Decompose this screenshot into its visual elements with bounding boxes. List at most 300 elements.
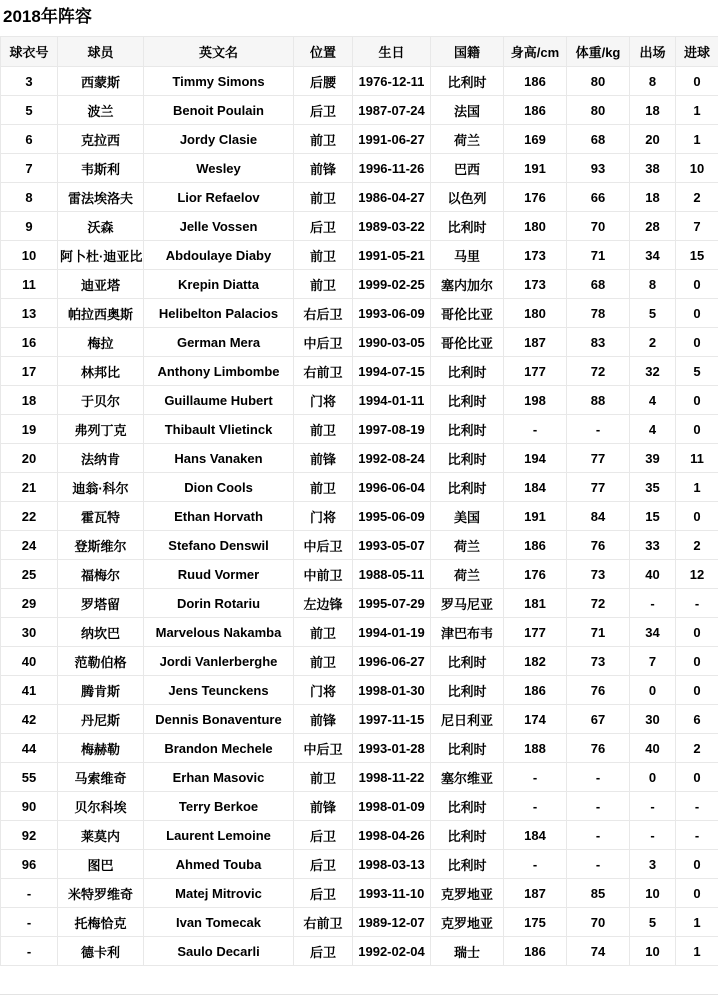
- appearances-cell: 30: [630, 705, 676, 734]
- player-name-cn-cell: 于贝尔: [58, 386, 144, 415]
- appearances-cell: 40: [630, 560, 676, 589]
- nationality-cell: 比利时: [431, 67, 504, 96]
- weight-kg-cell: 93: [567, 154, 630, 183]
- position-cell: 前锋: [294, 792, 353, 821]
- position-cell: 前卫: [294, 125, 353, 154]
- appearances-cell: 4: [630, 415, 676, 444]
- weight-kg-cell: -: [567, 763, 630, 792]
- position-cell: 后卫: [294, 821, 353, 850]
- table-row: [1, 618, 718, 647]
- appearances-cell: 15: [630, 502, 676, 531]
- player-name-en-cell: Jelle Vossen: [144, 212, 294, 241]
- birthday-cell: 1999-02-25: [353, 270, 431, 299]
- goals-cell: 1: [676, 473, 718, 502]
- nationality-cell: 罗马尼亚: [431, 589, 504, 618]
- position-cell: 右前卫: [294, 357, 353, 386]
- weight-kg-cell: 76: [567, 531, 630, 560]
- appearances-cell: 20: [630, 125, 676, 154]
- player-name-en-cell: Saulo Decarli: [144, 937, 294, 966]
- height-cm-cell: 181: [504, 589, 567, 618]
- player-name-en-cell: Ethan Horvath: [144, 502, 294, 531]
- nationality-cell: 比利时: [431, 212, 504, 241]
- nationality-cell: 哥伦比亚: [431, 299, 504, 328]
- jersey-number-cell: -: [1, 908, 58, 937]
- height-cm-cell: -: [504, 850, 567, 879]
- appearances-cell: 34: [630, 241, 676, 270]
- table-row: [1, 357, 718, 386]
- weight-kg-cell: -: [567, 821, 630, 850]
- nationality-cell: 比利时: [431, 676, 504, 705]
- nationality-cell: 塞尔维亚: [431, 763, 504, 792]
- player-name-en-cell: Erhan Masovic: [144, 763, 294, 792]
- birthday-cell: 1998-01-09: [353, 792, 431, 821]
- height-cm-cell: 187: [504, 879, 567, 908]
- height-cm-cell: 184: [504, 821, 567, 850]
- player-name-cn-cell: 韦斯利: [58, 154, 144, 183]
- player-name-en-cell: Helibelton Palacios: [144, 299, 294, 328]
- jersey-number-cell: 10: [1, 241, 58, 270]
- player-name-en-cell: Terry Berkoe: [144, 792, 294, 821]
- player-name-en-cell: Anthony Limbombe: [144, 357, 294, 386]
- player-name-cn-cell: 沃森: [58, 212, 144, 241]
- appearances-cell: 34: [630, 618, 676, 647]
- jersey-number-cell: 22: [1, 502, 58, 531]
- nationality-cell: 比利时: [431, 415, 504, 444]
- goals-cell: 0: [676, 502, 718, 531]
- table-row: [1, 328, 718, 357]
- weight-kg-cell: 78: [567, 299, 630, 328]
- birthday-cell: 1992-08-24: [353, 444, 431, 473]
- birthday-cell: 1990-03-05: [353, 328, 431, 357]
- weight-kg-cell: 67: [567, 705, 630, 734]
- birthday-cell: 1994-01-11: [353, 386, 431, 415]
- birthday-cell: 1993-06-09: [353, 299, 431, 328]
- goals-cell: 0: [676, 270, 718, 299]
- player-name-cn-cell: 丹尼斯: [58, 705, 144, 734]
- birthday-cell: 1996-06-04: [353, 473, 431, 502]
- height-cm-cell: 174: [504, 705, 567, 734]
- position-cell: 前锋: [294, 705, 353, 734]
- position-cell: 中后卫: [294, 328, 353, 357]
- player-name-en-cell: Ruud Vormer: [144, 560, 294, 589]
- jersey-number-cell: 55: [1, 763, 58, 792]
- goals-cell: 1: [676, 937, 718, 966]
- table-row: [1, 444, 718, 473]
- weight-kg-cell: 80: [567, 96, 630, 125]
- goals-cell: 0: [676, 415, 718, 444]
- jersey-number-cell: 92: [1, 821, 58, 850]
- column-header-player-name-en: 英文名: [144, 37, 294, 67]
- player-name-en-cell: Stefano Denswil: [144, 531, 294, 560]
- weight-kg-cell: 72: [567, 589, 630, 618]
- weight-kg-cell: 84: [567, 502, 630, 531]
- jersey-number-cell: 90: [1, 792, 58, 821]
- table-row: [1, 125, 718, 154]
- table-row: [1, 183, 718, 212]
- jersey-number-cell: 17: [1, 357, 58, 386]
- nationality-cell: 瑞士: [431, 937, 504, 966]
- nationality-cell: 荷兰: [431, 531, 504, 560]
- weight-kg-cell: 66: [567, 183, 630, 212]
- table-row: [1, 908, 718, 937]
- jersey-number-cell: 29: [1, 589, 58, 618]
- appearances-cell: 18: [630, 183, 676, 212]
- jersey-number-cell: 6: [1, 125, 58, 154]
- birthday-cell: 1995-06-09: [353, 502, 431, 531]
- jersey-number-cell: 96: [1, 850, 58, 879]
- position-cell: 右后卫: [294, 299, 353, 328]
- table-row: [1, 821, 718, 850]
- height-cm-cell: 182: [504, 647, 567, 676]
- roster-table: [0, 36, 718, 966]
- weight-kg-cell: -: [567, 792, 630, 821]
- goals-cell: 0: [676, 647, 718, 676]
- player-name-cn-cell: 帕拉西奥斯: [58, 299, 144, 328]
- appearances-cell: 35: [630, 473, 676, 502]
- goals-cell: 5: [676, 357, 718, 386]
- jersey-number-cell: 20: [1, 444, 58, 473]
- birthday-cell: 1993-01-28: [353, 734, 431, 763]
- position-cell: 后腰: [294, 67, 353, 96]
- player-name-cn-cell: 梅拉: [58, 328, 144, 357]
- player-name-en-cell: Matej Mitrovic: [144, 879, 294, 908]
- birthday-cell: 1995-07-29: [353, 589, 431, 618]
- player-name-en-cell: Ivan Tomecak: [144, 908, 294, 937]
- goals-cell: 2: [676, 183, 718, 212]
- birthday-cell: 1987-07-24: [353, 96, 431, 125]
- jersey-number-cell: -: [1, 937, 58, 966]
- appearances-cell: -: [630, 792, 676, 821]
- birthday-cell: 1994-07-15: [353, 357, 431, 386]
- goals-cell: 0: [676, 299, 718, 328]
- position-cell: 前卫: [294, 647, 353, 676]
- table-row: [1, 763, 718, 792]
- jersey-number-cell: 44: [1, 734, 58, 763]
- appearances-cell: 7: [630, 647, 676, 676]
- table-row: [1, 386, 718, 415]
- position-cell: 前卫: [294, 270, 353, 299]
- jersey-number-cell: 7: [1, 154, 58, 183]
- goals-cell: 0: [676, 879, 718, 908]
- position-cell: 前锋: [294, 444, 353, 473]
- weight-kg-cell: 88: [567, 386, 630, 415]
- nationality-cell: 比利时: [431, 792, 504, 821]
- height-cm-cell: -: [504, 415, 567, 444]
- position-cell: 后卫: [294, 212, 353, 241]
- jersey-number-cell: -: [1, 879, 58, 908]
- goals-cell: 7: [676, 212, 718, 241]
- height-cm-cell: 187: [504, 328, 567, 357]
- goals-cell: 15: [676, 241, 718, 270]
- appearances-cell: 5: [630, 299, 676, 328]
- position-cell: 后卫: [294, 850, 353, 879]
- birthday-cell: 1996-11-26: [353, 154, 431, 183]
- column-header-nationality: 国籍: [431, 37, 504, 67]
- jersey-number-cell: 5: [1, 96, 58, 125]
- weight-kg-cell: 83: [567, 328, 630, 357]
- table-row: [1, 96, 718, 125]
- height-cm-cell: 186: [504, 937, 567, 966]
- player-name-en-cell: Jens Teunckens: [144, 676, 294, 705]
- player-name-cn-cell: 林邦比: [58, 357, 144, 386]
- height-cm-cell: 191: [504, 154, 567, 183]
- goals-cell: 0: [676, 386, 718, 415]
- jersey-number-cell: 42: [1, 705, 58, 734]
- height-cm-cell: 173: [504, 241, 567, 270]
- table-row: [1, 705, 718, 734]
- goals-cell: 0: [676, 67, 718, 96]
- height-cm-cell: 186: [504, 531, 567, 560]
- jersey-number-cell: 18: [1, 386, 58, 415]
- birthday-cell: 1991-06-27: [353, 125, 431, 154]
- jersey-number-cell: 11: [1, 270, 58, 299]
- position-cell: 门将: [294, 676, 353, 705]
- weight-kg-cell: 72: [567, 357, 630, 386]
- table-row: [1, 67, 718, 96]
- goals-cell: 1: [676, 125, 718, 154]
- player-name-en-cell: Laurent Lemoine: [144, 821, 294, 850]
- nationality-cell: 荷兰: [431, 560, 504, 589]
- goals-cell: 0: [676, 850, 718, 879]
- weight-kg-cell: 76: [567, 734, 630, 763]
- birthday-cell: 1986-04-27: [353, 183, 431, 212]
- table-row: [1, 270, 718, 299]
- birthday-cell: 1993-11-10: [353, 879, 431, 908]
- nationality-cell: 比利时: [431, 821, 504, 850]
- position-cell: 后卫: [294, 96, 353, 125]
- player-name-cn-cell: 克拉西: [58, 125, 144, 154]
- player-name-cn-cell: 法纳肯: [58, 444, 144, 473]
- player-name-en-cell: Ahmed Touba: [144, 850, 294, 879]
- header-row: [1, 37, 718, 67]
- roster-body: [1, 67, 718, 966]
- player-name-en-cell: Dion Cools: [144, 473, 294, 502]
- player-name-cn-cell: 波兰: [58, 96, 144, 125]
- player-name-cn-cell: 梅赫勒: [58, 734, 144, 763]
- position-cell: 门将: [294, 386, 353, 415]
- nationality-cell: 比利时: [431, 357, 504, 386]
- height-cm-cell: 184: [504, 473, 567, 502]
- height-cm-cell: 180: [504, 299, 567, 328]
- height-cm-cell: 194: [504, 444, 567, 473]
- birthday-cell: 1994-01-19: [353, 618, 431, 647]
- nationality-cell: 以色列: [431, 183, 504, 212]
- table-row: [1, 473, 718, 502]
- jersey-number-cell: 19: [1, 415, 58, 444]
- position-cell: 右前卫: [294, 908, 353, 937]
- appearances-cell: 33: [630, 531, 676, 560]
- height-cm-cell: 186: [504, 67, 567, 96]
- height-cm-cell: 191: [504, 502, 567, 531]
- weight-kg-cell: 70: [567, 908, 630, 937]
- table-row: [1, 879, 718, 908]
- table-row: [1, 560, 718, 589]
- player-name-en-cell: Guillaume Hubert: [144, 386, 294, 415]
- weight-kg-cell: 68: [567, 270, 630, 299]
- birthday-cell: 1988-05-11: [353, 560, 431, 589]
- page-title: 2018年阵容: [3, 7, 92, 26]
- weight-kg-cell: 70: [567, 212, 630, 241]
- height-cm-cell: 177: [504, 618, 567, 647]
- player-name-en-cell: Timmy Simons: [144, 67, 294, 96]
- jersey-number-cell: 40: [1, 647, 58, 676]
- player-name-cn-cell: 罗塔留: [58, 589, 144, 618]
- player-name-cn-cell: 贝尔科埃: [58, 792, 144, 821]
- jersey-number-cell: 21: [1, 473, 58, 502]
- birthday-cell: 1997-08-19: [353, 415, 431, 444]
- player-name-en-cell: Dennis Bonaventure: [144, 705, 294, 734]
- table-row: [1, 531, 718, 560]
- player-name-cn-cell: 米特罗维奇: [58, 879, 144, 908]
- nationality-cell: 哥伦比亚: [431, 328, 504, 357]
- position-cell: 中后卫: [294, 531, 353, 560]
- weight-kg-cell: 74: [567, 937, 630, 966]
- position-cell: 后卫: [294, 937, 353, 966]
- appearances-cell: 8: [630, 270, 676, 299]
- player-name-en-cell: Brandon Mechele: [144, 734, 294, 763]
- appearances-cell: -: [630, 821, 676, 850]
- appearances-cell: -: [630, 589, 676, 618]
- weight-kg-cell: 73: [567, 647, 630, 676]
- goals-cell: 2: [676, 531, 718, 560]
- weight-kg-cell: 73: [567, 560, 630, 589]
- column-header-jersey-number: 球衣号: [1, 37, 58, 67]
- column-header-height-cm: 身高/cm: [504, 37, 567, 67]
- player-name-en-cell: Dorin Rotariu: [144, 589, 294, 618]
- birthday-cell: 1997-11-15: [353, 705, 431, 734]
- appearances-cell: 5: [630, 908, 676, 937]
- nationality-cell: 尼日利亚: [431, 705, 504, 734]
- height-cm-cell: 188: [504, 734, 567, 763]
- weight-kg-cell: -: [567, 415, 630, 444]
- weight-kg-cell: -: [567, 850, 630, 879]
- jersey-number-cell: 3: [1, 67, 58, 96]
- weight-kg-cell: 71: [567, 241, 630, 270]
- appearances-cell: 32: [630, 357, 676, 386]
- birthday-cell: 1998-04-26: [353, 821, 431, 850]
- position-cell: 左边锋: [294, 589, 353, 618]
- birthday-cell: 1989-03-22: [353, 212, 431, 241]
- column-header-position: 位置: [294, 37, 353, 67]
- appearances-cell: 39: [630, 444, 676, 473]
- goals-cell: 2: [676, 734, 718, 763]
- goals-cell: 0: [676, 676, 718, 705]
- player-name-en-cell: Marvelous Nakamba: [144, 618, 294, 647]
- goals-cell: -: [676, 792, 718, 821]
- nationality-cell: 塞内加尔: [431, 270, 504, 299]
- nationality-cell: 克罗地亚: [431, 879, 504, 908]
- goals-cell: 10: [676, 154, 718, 183]
- table-row: [1, 937, 718, 966]
- nationality-cell: 比利时: [431, 386, 504, 415]
- nationality-cell: 比利时: [431, 734, 504, 763]
- height-cm-cell: 176: [504, 183, 567, 212]
- table-row: [1, 212, 718, 241]
- player-name-cn-cell: 纳坎巴: [58, 618, 144, 647]
- position-cell: 门将: [294, 502, 353, 531]
- player-name-cn-cell: 霍瓦特: [58, 502, 144, 531]
- jersey-number-cell: 41: [1, 676, 58, 705]
- height-cm-cell: 177: [504, 357, 567, 386]
- weight-kg-cell: 76: [567, 676, 630, 705]
- nationality-cell: 马里: [431, 241, 504, 270]
- player-name-cn-cell: 雷法埃洛夫: [58, 183, 144, 212]
- height-cm-cell: 186: [504, 96, 567, 125]
- position-cell: 前卫: [294, 415, 353, 444]
- birthday-cell: 1992-02-04: [353, 937, 431, 966]
- table-row: [1, 676, 718, 705]
- player-name-en-cell: German Mera: [144, 328, 294, 357]
- player-name-en-cell: Jordy Clasie: [144, 125, 294, 154]
- nationality-cell: 津巴布韦: [431, 618, 504, 647]
- table-row: [1, 792, 718, 821]
- column-header-player-name-cn: 球员: [58, 37, 144, 67]
- player-name-cn-cell: 马索维奇: [58, 763, 144, 792]
- appearances-cell: 18: [630, 96, 676, 125]
- height-cm-cell: 175: [504, 908, 567, 937]
- appearances-cell: 10: [630, 879, 676, 908]
- table-row: [1, 502, 718, 531]
- table-row: [1, 647, 718, 676]
- appearances-cell: 0: [630, 676, 676, 705]
- column-header-appearances: 出场: [630, 37, 676, 67]
- table-row: [1, 415, 718, 444]
- goals-cell: -: [676, 589, 718, 618]
- weight-kg-cell: 68: [567, 125, 630, 154]
- goals-cell: 0: [676, 763, 718, 792]
- player-name-en-cell: Wesley: [144, 154, 294, 183]
- appearances-cell: 0: [630, 763, 676, 792]
- appearances-cell: 10: [630, 937, 676, 966]
- goals-cell: 0: [676, 618, 718, 647]
- weight-kg-cell: 77: [567, 444, 630, 473]
- weight-kg-cell: 85: [567, 879, 630, 908]
- nationality-cell: 巴西: [431, 154, 504, 183]
- player-name-cn-cell: 腾肯斯: [58, 676, 144, 705]
- table-row: [1, 734, 718, 763]
- goals-cell: 0: [676, 328, 718, 357]
- appearances-cell: 3: [630, 850, 676, 879]
- column-header-birthday: 生日: [353, 37, 431, 67]
- goals-cell: 1: [676, 908, 718, 937]
- birthday-cell: 1998-03-13: [353, 850, 431, 879]
- weight-kg-cell: 71: [567, 618, 630, 647]
- nationality-cell: 比利时: [431, 850, 504, 879]
- nationality-cell: 比利时: [431, 444, 504, 473]
- position-cell: 前锋: [294, 154, 353, 183]
- position-cell: 中前卫: [294, 560, 353, 589]
- appearances-cell: 8: [630, 67, 676, 96]
- player-name-cn-cell: 托梅恰克: [58, 908, 144, 937]
- height-cm-cell: -: [504, 763, 567, 792]
- table-row: [1, 850, 718, 879]
- jersey-number-cell: 9: [1, 212, 58, 241]
- nationality-cell: 克罗地亚: [431, 908, 504, 937]
- appearances-cell: 2: [630, 328, 676, 357]
- height-cm-cell: 198: [504, 386, 567, 415]
- weight-kg-cell: 80: [567, 67, 630, 96]
- player-name-en-cell: Jordi Vanlerberghe: [144, 647, 294, 676]
- player-name-cn-cell: 德卡利: [58, 937, 144, 966]
- jersey-number-cell: 25: [1, 560, 58, 589]
- birthday-cell: 1993-05-07: [353, 531, 431, 560]
- jersey-number-cell: 13: [1, 299, 58, 328]
- jersey-number-cell: 16: [1, 328, 58, 357]
- height-cm-cell: 180: [504, 212, 567, 241]
- height-cm-cell: 186: [504, 676, 567, 705]
- player-name-cn-cell: 弗列丁克: [58, 415, 144, 444]
- player-name-cn-cell: 登斯维尔: [58, 531, 144, 560]
